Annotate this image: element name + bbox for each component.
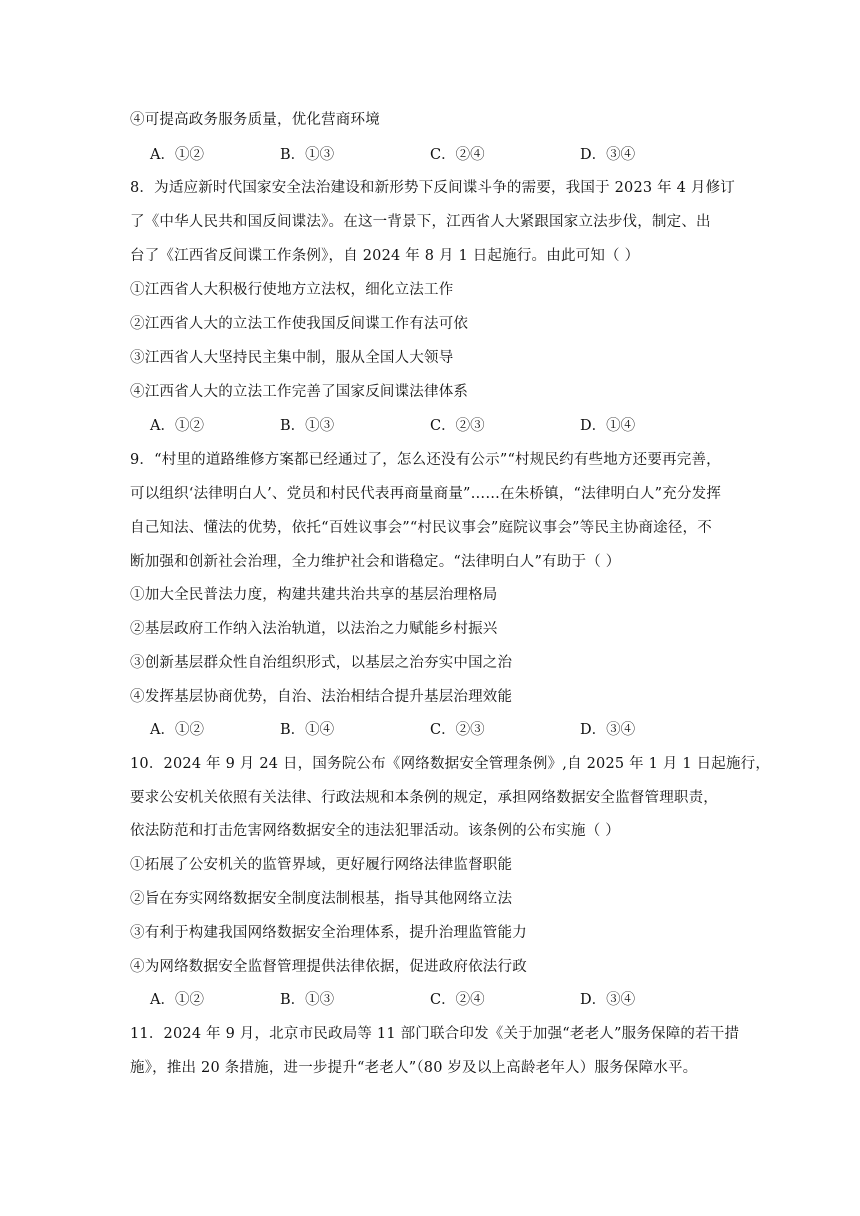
q8-option-a[interactable]: A．①② xyxy=(150,418,204,434)
q8-options xyxy=(150,416,710,436)
q8-stem-line-3: 台了《江西省反间谍工作条例》，自 2024 年 8 月 1 日起施行。由此可知（ ） xyxy=(130,248,640,264)
q8-option-c[interactable]: C．②③ xyxy=(430,418,485,434)
q9-stem-line-3: 自己知法、懂法的优势，依托“百姓议事会”“村民议事会”庭院议事会”等民主协商途径，不 xyxy=(130,520,712,536)
q8-statement-2: ②江西省人大的立法工作使我国反间谍工作有法可依 xyxy=(130,316,469,332)
q9-statement-2: ②基层政府工作纳入法治轨道，以法治之力赋能乡村振兴 xyxy=(130,621,498,637)
q7-option-a[interactable]: A．①② xyxy=(150,147,204,163)
q9-options xyxy=(150,720,710,740)
q9-statement-1: ①加大全民普法力度，构建共建共治共享的基层治理格局 xyxy=(130,587,498,603)
q11-stem-line-1: 11．2024 年 9 月，北京市民政局等 11 部门联合印发《关于加强“老老人”服务保障的若干措 xyxy=(130,1026,740,1042)
q10-option-b[interactable]: B．①③ xyxy=(280,992,335,1008)
q7-options xyxy=(150,145,710,165)
q8-option-d[interactable]: D．①④ xyxy=(580,418,636,434)
q8-stem-line-2: 了《中华人民共和国反间谍法》。在这一背景下，江西省人大紧跟国家立法步伐，制定、出 xyxy=(130,214,711,230)
q9-option-c[interactable]: C．②③ xyxy=(430,722,485,738)
q8-statement-1: ①江西省人大积极行使地方立法权，细化立法工作 xyxy=(130,282,454,298)
q10-statement-2: ②旨在夯实网络数据安全制度法制根基，指导其他网络立法 xyxy=(130,891,513,907)
q7-statement-4: ④可提高政务服务质量，优化营商环境 xyxy=(130,112,380,128)
q9-option-d[interactable]: D．③④ xyxy=(580,722,636,738)
q10-statement-3: ③有利于构建我国网络数据安全治理体系，提升治理监管能力 xyxy=(130,925,527,941)
q9-stem-line-1: 9．“村里的道路维修方案都已经通过了，怎么还没有公示”“村规民约有些地方还要再完善， xyxy=(130,452,721,468)
q8-statement-3: ③江西省人大坚持民主集中制，服从全国人大领导 xyxy=(130,350,454,366)
q9-stem-line-2: 可以组织‘法律明白人’、党员和村民代表再商量商量”……在朱桥镇，“法律明白人”充分发挥 xyxy=(130,486,722,502)
q11-stem-line-2: 施》，推出 20 条措施，进一步提升“老老人”（80 岁及以上高龄老年人）服务保障水平。 xyxy=(130,1060,698,1076)
q10-statement-4: ④为网络数据安全监督管理提供法律依据，促进政府依法行政 xyxy=(130,959,527,975)
q10-stem-line-3: 依法防范和打击危害网络数据安全的违法犯罪活动。该条例的公布实施（ ） xyxy=(130,823,620,839)
q9-option-a[interactable]: A．①② xyxy=(150,722,204,738)
q10-statement-1: ①拓展了公安机关的监管界域，更好履行网络法律监督职能 xyxy=(130,857,513,873)
q7-option-d[interactable]: D．③④ xyxy=(580,147,636,163)
q9-statement-3: ③创新基层群众性自治组织形式，以基层之治夯实中国之治 xyxy=(130,655,513,671)
q9-option-b[interactable]: B．①④ xyxy=(280,722,335,738)
q8-statement-4: ④江西省人大的立法工作完善了国家反间谍法律体系 xyxy=(130,384,469,400)
q7-option-b[interactable]: B．①③ xyxy=(280,147,335,163)
q10-stem-line-2: 要求公安机关依照有关法律、行政法规和本条例的规定，承担网络数据安全监督管理职责， xyxy=(130,790,718,806)
q7-option-c[interactable]: C．②④ xyxy=(430,147,485,163)
q8-stem-line-1: 8．为适应新时代国家安全法治建设和新形势下反间谍斗争的需要，我国于 2023 年 4 月修订 xyxy=(130,180,735,196)
q9-stem-line-4: 断加强和创新社会治理，全力维护社会和谐稳定。“法律明白人”有助于（ ） xyxy=(130,554,621,570)
q10-option-a[interactable]: A．①② xyxy=(150,992,204,1008)
q10-options xyxy=(150,990,710,1010)
q10-option-d[interactable]: D．③④ xyxy=(580,992,636,1008)
q10-stem-line-1: 10．2024 年 9 月 24 日，国务院公布《网络数据安全管理条例》,自 2025 年 1 月 1 日起施行， xyxy=(130,756,771,772)
q9-statement-4: ④发挥基层协商优势，自治、法治相结合提升基层治理效能 xyxy=(130,689,513,705)
q8-option-b[interactable]: B．①③ xyxy=(280,418,335,434)
q10-option-c[interactable]: C．②④ xyxy=(430,992,485,1008)
